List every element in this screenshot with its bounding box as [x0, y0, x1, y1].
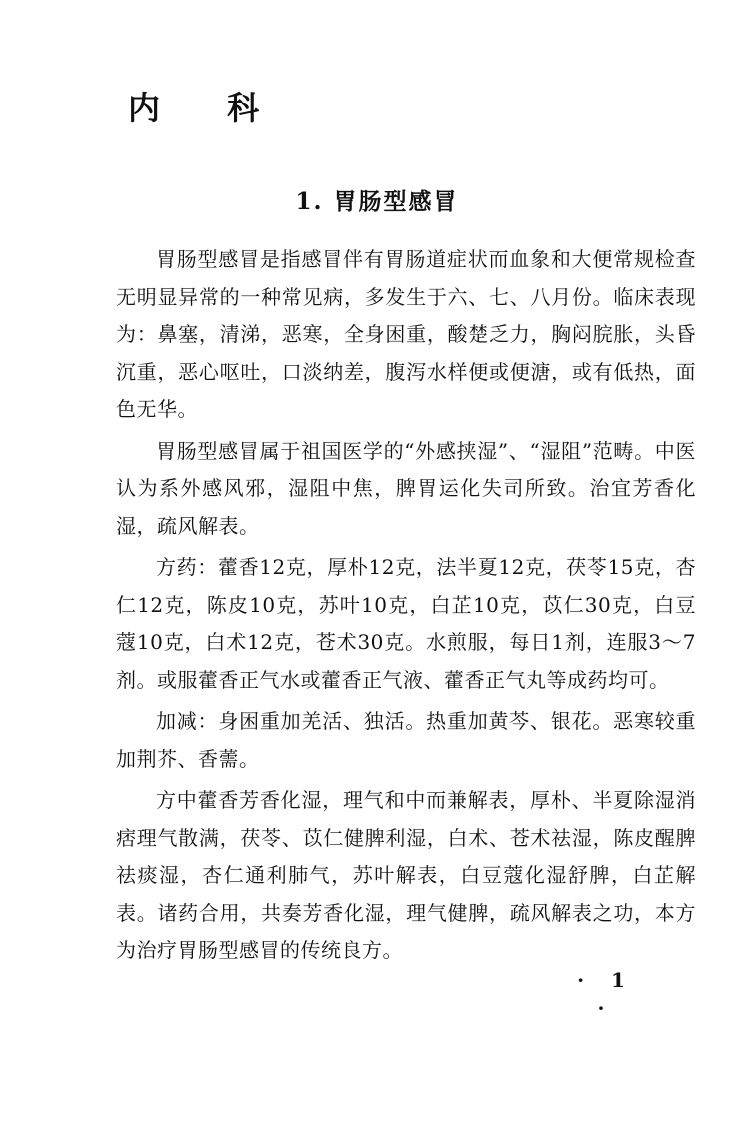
page-number: · 1 · — [577, 968, 635, 1020]
section-heading: 内 科 — [128, 89, 288, 127]
paragraph-definition: 胃肠型感冒是指感冒伴有胃肠道症状而血象和大便常规检查无明显异常的一种常见病，多发生于六、七、八月份。临床表现为：鼻塞，清涕，恶寒，全身困重，酸楚乏力，胸闷脘胀，头昏沉重，恶心呕吐，口淡纳差，腹泻水样便或便溏，或有低热，面色无华。 — [116, 247, 696, 421]
article-body — [116, 241, 696, 974]
paragraph-analysis: 方中藿香芳香化湿，理气和中而兼解表，厚朴、半夏除湿消痞理气散满，茯苓、苡仁健脾利湿，白术、苍术祛湿，陈皮醒脾祛痰湿，杏仁通利肺气，苏叶解表，白豆蔻化湿舒脾，白芷解表。诸药合用，共奏芳香化湿，理气健脾，疏风解表之功，本方为治疗胃肠型感冒的传统良方。 — [116, 788, 696, 962]
paragraph-modifications: 加减：身困重加羌活、独活。热重加黄芩、银花。恶寒较重加荆芥、香薷。 — [116, 709, 696, 771]
paragraph-prescription: 方药：藿香12克，厚朴12克，法半夏12克，茯苓15克，杏仁12克，陈皮10克，苏叶10克，白芷10克，苡仁30克，白豆蔻10克，白术12克，苍术30克。水煎服，每日1剂，连服3～7剂。或服藿香正气水或藿香正气液、藿香正气丸等成药均可。 — [116, 555, 696, 692]
article-title: 1. 胃肠型感冒 — [295, 188, 459, 215]
paragraph-tcm-theory: 胃肠型感冒属于祖国医学的“外感挟湿”、“湿阻”范畴。中医认为系外感风邪，湿阻中焦，脾胃运化失司所致。治宜芳香化湿，疏风解表。 — [116, 438, 696, 538]
